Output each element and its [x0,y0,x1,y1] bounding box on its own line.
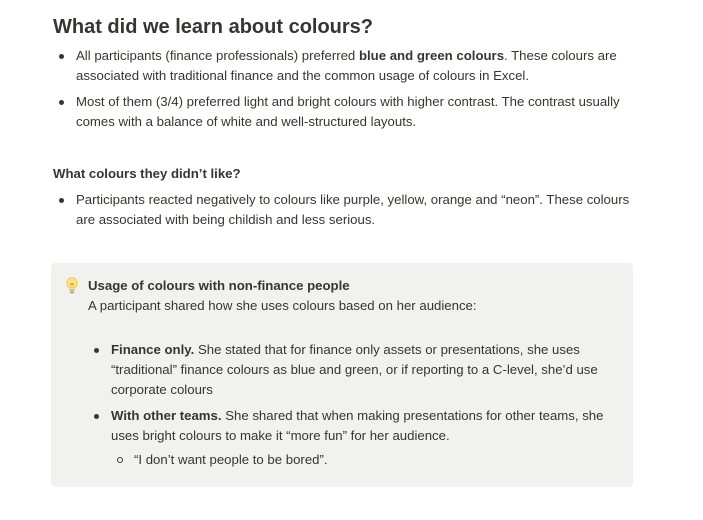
item-bold-label: With other teams. [111,408,222,423]
list-item [88,406,618,470]
bullet-text-bold: blue and green colours [358,48,505,63]
section-subheading: What colours they didn’t like? [53,166,241,181]
findings-list [53,46,633,138]
nested-list-item: “I don’t want people to be bored”. [111,450,618,470]
nested-list [111,450,618,470]
bullet-text: Most of them (3/4) preferred light and bright colours with higher contrast. The contrast usually comes with a balance of white and well-structured layouts. [76,94,620,129]
bullet-text-suffix: . These colours are associated with traditional finance and the common usage of colours in Excel. [76,48,617,83]
list-item [53,190,633,230]
lightbulb-icon [65,276,79,296]
callout-title: Usage of colours with non-finance people [88,278,350,293]
dislikes-list [53,190,633,236]
item-text: She shared that when making presentations for other teams, she uses bright colours to make it “more fun” for her audience. [111,408,604,443]
item-bold-label: Finance only. [111,342,195,357]
list-item [53,92,633,132]
callout-list [88,340,618,476]
callout-block [51,263,633,487]
item-text: She stated that for finance only assets or presentations, she uses “traditional” finance colours as blue and green, or if reporting to a C-level, she’d use corporate colours [111,342,598,397]
list-item [53,46,633,86]
list-item [88,340,618,400]
bullet-text-prefix: All participants (finance professionals) preferred [76,48,359,63]
callout-intro: A participant shared how she uses colours based on her audience: [88,298,477,313]
bullet-text: Participants reacted negatively to colours like purple, yellow, orange and “neon”. These colours are associated with being childish and less serious. [76,192,630,227]
page-title: What did we learn about colours? [53,16,374,38]
